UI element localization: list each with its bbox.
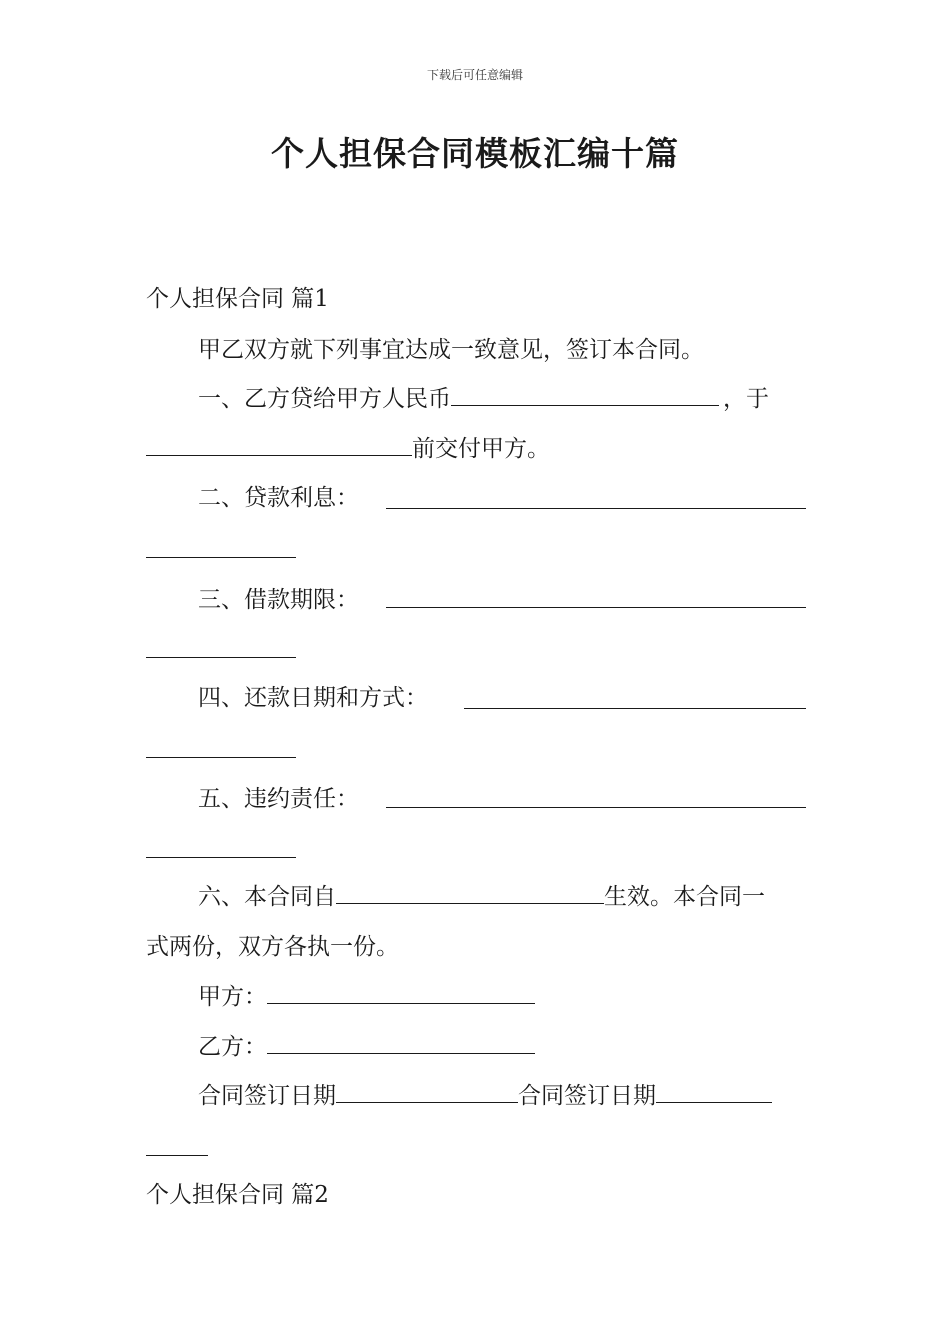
clause-6-line [198, 882, 765, 912]
section2-heading: 个人担保合同 篇2 [146, 1182, 329, 1208]
clause-6-continued: 式两份，双方各执一份。 [146, 934, 399, 960]
sign-date-blank-cont[interactable] [146, 1155, 208, 1156]
term-blank-cont[interactable] [146, 657, 296, 658]
sign-date-blank-1[interactable] [336, 1082, 518, 1103]
clause-3-label: 三、借款期限： [198, 587, 359, 613]
repayment-blank[interactable] [464, 708, 806, 709]
sign-date-line [198, 1081, 772, 1111]
clause-6-text: 生效。本合同一 [604, 884, 765, 910]
clause-5-label: 五、违约责任： [198, 786, 359, 812]
interest-blank[interactable] [386, 508, 806, 509]
header-note: 下载后可任意编辑 [426, 68, 523, 82]
party-b-signature-blank[interactable] [267, 1033, 535, 1054]
effective-date-blank[interactable] [336, 883, 604, 904]
party-b-line [198, 1032, 535, 1062]
sign-date-label-1: 合同签订日期 [198, 1083, 336, 1109]
party-a-label: 甲方： [198, 984, 267, 1010]
clause-1-end: 前交付甲方。 [412, 436, 550, 462]
clause-4-label: 四、还款日期和方式： [198, 685, 428, 711]
delivery-date-blank[interactable] [146, 435, 412, 456]
clause-1-connector: ，于 [723, 386, 769, 412]
intro-paragraph: 甲乙双方就下列事宜达成一致意见，签订本合同。 [198, 337, 704, 363]
clause-1-continued [146, 434, 550, 464]
party-b-label: 乙方： [198, 1034, 267, 1060]
party-a-line [198, 982, 535, 1012]
interest-blank-cont[interactable] [146, 557, 296, 558]
term-blank[interactable] [386, 607, 806, 608]
document-title: 个人担保合同模板汇编十篇 [271, 134, 679, 173]
amount-blank[interactable] [451, 385, 719, 406]
clause-6-label: 六、本合同自 [198, 884, 336, 910]
party-a-signature-blank[interactable] [267, 983, 535, 1004]
clause-1-line [198, 384, 769, 414]
section1-heading: 个人担保合同 篇1 [146, 286, 329, 312]
sign-date-label-2: 合同签订日期 [518, 1083, 656, 1109]
clause-1-label: 一、乙方贷给甲方人民币 [198, 386, 451, 412]
liability-blank-cont[interactable] [146, 857, 296, 858]
clause-2-label: 二、贷款利息： [198, 485, 359, 511]
sign-date-blank-2[interactable] [656, 1082, 772, 1103]
liability-blank[interactable] [386, 807, 806, 808]
repayment-blank-cont[interactable] [146, 757, 296, 758]
